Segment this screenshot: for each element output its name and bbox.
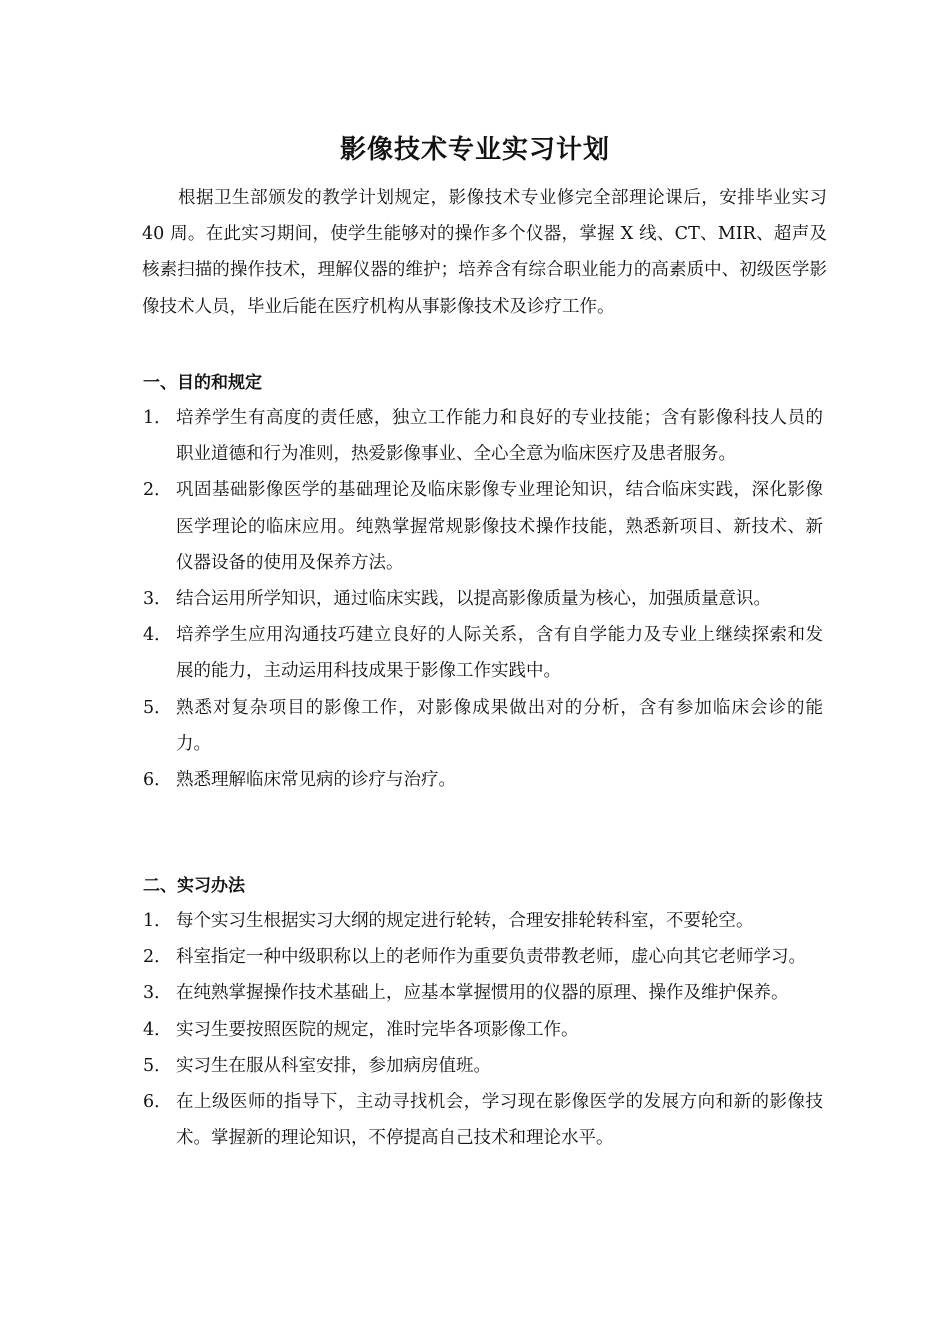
purpose-list <box>143 400 823 798</box>
item-text: 结合运用所学知识，通过临床实践，以提高影像质量为核心，加强质量意识。 <box>176 589 771 610</box>
item-text: 在上级医师的指导下，主动寻找机会，学习现在影像医学的发展方向和新的影像技术。掌握新的理论知识，不停提高自己技术和理论水平。 <box>176 1092 823 1149</box>
item-text: 培养学生有高度的责任感，独立工作能力和良好的专业技能；含有影像科技人员的职业道德和行为准则，热爱影像事业、全心全意为临床医疗及患者服务。 <box>176 408 823 465</box>
item-text: 熟悉对复杂项目的影像工作，对影像成果做出对的分析，含有参加临床会诊的能力。 <box>176 697 823 754</box>
item-number: 3． <box>143 983 172 1004</box>
page-title: 影像技术专业实习计划 <box>339 135 610 165</box>
list-item <box>143 581 823 617</box>
item-number: 4． <box>143 625 172 646</box>
method-list <box>143 903 823 1156</box>
intro-paragraph: 根据卫生部颁发的教学计划规定，影像技术专业修完全部理论课后，安排毕业实习 40 周。在此实习期间，使学生能够对的操作多个仪器，掌握 X 线、CT、MIR、超声及核素扫描的操作技术，理解仪器的维护；培养含有综合职业能力的高素质中、初级医学影像技术人员，毕业后能在医疗机构从事影像技术及诊疗工作。 <box>142 188 827 317</box>
list-item <box>143 939 823 975</box>
item-number: 2． <box>143 480 172 501</box>
item-text: 在纯熟掌握操作技术基础上，应基本掌握惯用的仪器的原理、操作及维护保养。 <box>176 983 789 1004</box>
list-item <box>143 400 823 472</box>
section-heading-purpose: 一、目的和规定 <box>143 373 262 393</box>
item-text: 科室指定一种中级职称以上的老师作为重要负责带教老师，虚心向其它老师学习。 <box>176 947 806 968</box>
item-number: 5． <box>143 1055 172 1076</box>
list-item <box>143 617 823 689</box>
list-item <box>143 1012 823 1048</box>
list-item <box>143 472 823 581</box>
item-text: 巩固基础影像医学的基础理论及临床影像专业理论知识，结合临床实践，深化影像医学理论的临床应用。纯熟掌握常规影像技术操作技能，熟悉新项目、新技术、新仪器设备的使用及保养方法。 <box>176 480 823 573</box>
item-text: 实习生要按照医院的规定，准时完毕各项影像工作。 <box>176 1019 579 1040</box>
item-text: 实习生在服从科室安排，参加病房值班。 <box>176 1055 491 1076</box>
item-number: 3． <box>143 589 172 610</box>
list-item <box>143 690 823 762</box>
item-number: 6． <box>143 1092 172 1113</box>
item-text: 熟悉理解临床常见病的诊疗与治疗。 <box>176 770 456 791</box>
list-item <box>143 762 823 798</box>
list-item <box>143 1048 823 1084</box>
item-number: 4． <box>143 1019 172 1040</box>
item-number: 6． <box>143 770 172 791</box>
item-text: 培养学生应用沟通技巧建立良好的人际关系，含有自学能力及专业上继续探索和发展的能力，主动运用科技成果于影像工作实践中。 <box>176 625 823 682</box>
list-item <box>143 975 823 1011</box>
item-number: 1． <box>143 911 172 931</box>
item-number: 1． <box>143 408 172 428</box>
item-number: 2． <box>143 947 172 968</box>
item-number: 5． <box>143 697 172 718</box>
section-heading-method: 二、实习办法 <box>143 876 245 896</box>
list-item <box>143 1084 823 1156</box>
item-text: 每个实习生根据实习大纲的规定进行轮转，合理安排轮转科室，不要轮空。 <box>176 911 754 931</box>
list-item <box>143 903 823 939</box>
